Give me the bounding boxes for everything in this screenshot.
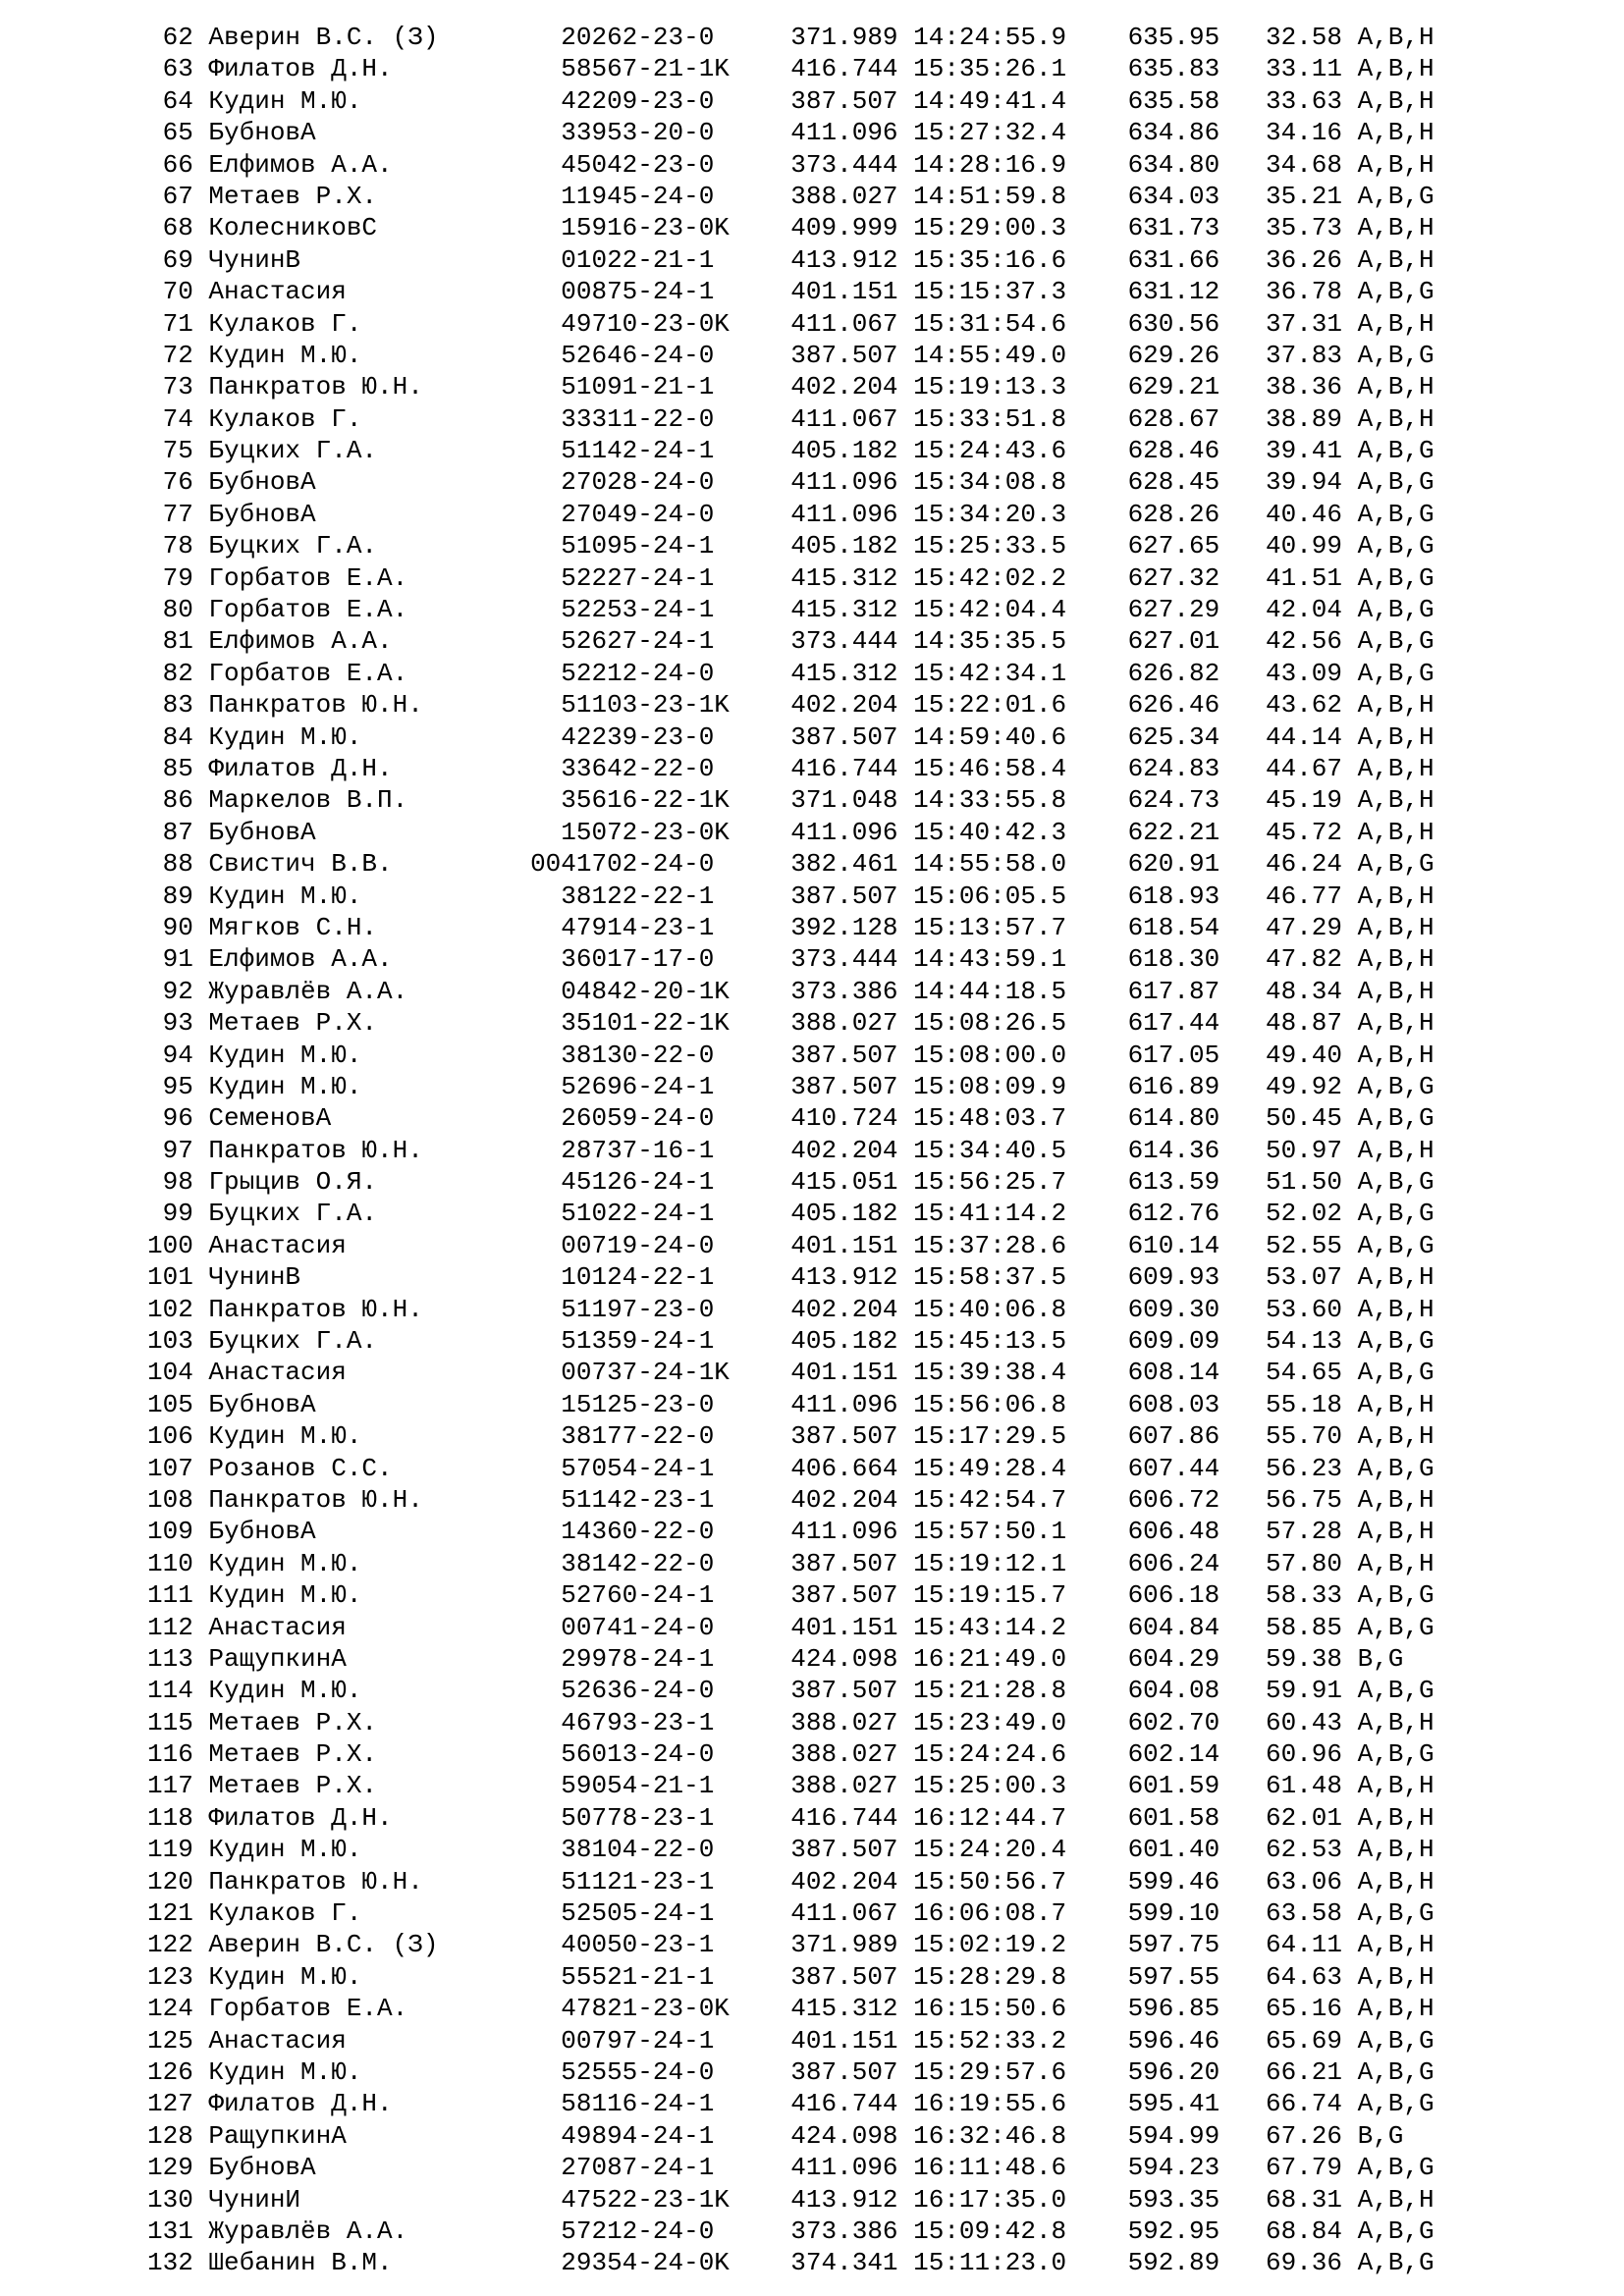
table-row: 103 Буцких Г.А. 51359-24-1 405.182 15:45:13.5 609.09 54.13 А,В,G (147, 1326, 1435, 1357)
table-row: 62 Аверин В.С. (З) 20262-23-0 371.989 14:24:55.9 635.95 32.58 А,В,Н (147, 23, 1435, 52)
table-row: 89 Кудин М.Ю. 38122-22-1 387.507 15:06:05.5 618.93 46.77 А,В,Н (147, 881, 1435, 911)
table-row: 88 Свистич В.В. 0041702-24-0 382.461 14:55:58.0 620.91 46.24 А,В,G (147, 849, 1435, 880)
table-row: 77 БубновА 27049-24-0 411.096 15:34:20.3 628.26 40.46 А,В,G (147, 499, 1435, 529)
table-row: 113 РащупкинА 29978-24-1 424.098 16:21:49.0 604.29 59.38 B,G (147, 1643, 1404, 1674)
table-row: 120 Панкратов Ю.Н. 51121-23-1 402.204 15:50:56.7 599.46 63.06 А,В,Н (147, 1866, 1435, 1896)
table-row: 84 Кудин М.Ю. 42239-23-0 387.507 14:59:40.6 625.34 44.14 А,В,Н (147, 721, 1435, 752)
table-row: 121 Кулаков Г. 52505-24-1 411.067 16:06:08.7 599.10 63.58 А,В,G (147, 1898, 1435, 1929)
table-row: 94 Кудин М.Ю. 38130-22-0 387.507 15:08:00.0 617.05 49.40 А,В,Н (147, 1040, 1435, 1070)
table-row: 101 ЧунинВ 10124-22-1 413.912 15:58:37.5 609.93 53.07 А,В,Н (147, 1262, 1435, 1293)
table-row: 86 Маркелов В.П. 35616-22-1K 371.048 14:33:55.8 624.73 45.19 А,В,Н (147, 785, 1435, 816)
table-row: 92 Журавлёв А.А. 04842-20-1K 373.386 14:44:18.5 617.87 48.34 А,В,Н (147, 976, 1435, 1006)
table-row: 98 Грыцив О.Я. 45126-24-1 415.051 15:56:25.7 613.59 51.50 А,В,G (147, 1167, 1435, 1198)
table-row: 85 Филатов Д.Н. 33642-22-0 416.744 15:46:58.4 624.83 44.67 А,В,Н (147, 753, 1435, 783)
table-row: 127 Филатов Д.Н. 58116-24-1 416.744 16:19:55.6 595.41 66.74 А,В,G (147, 2089, 1435, 2119)
table-row: 100 Анастасия 00719-24-0 401.151 15:37:28.6 610.14 52.55 А,В,G (147, 1230, 1435, 1260)
table-row: 116 Метаев Р.Х. 56013-24-0 388.027 15:24:24.6 602.14 60.96 А,В,G (147, 1739, 1435, 1770)
table-row: 109 БубновА 14360-22-0 411.096 15:57:50.1 606.48 57.28 А,В,Н (147, 1517, 1435, 1547)
table-row: 79 Горбатов Е.А. 52227-24-1 415.312 15:42:02.2 627.32 41.51 А,В,G (147, 562, 1435, 593)
table-row: 125 Анастасия 00797-24-1 401.151 15:52:33.2 596.46 65.69 А,В,G (147, 2025, 1435, 2056)
results-table (147, 22, 1435, 2279)
table-row: 110 Кудин М.Ю. 38142-22-0 387.507 15:19:12.1 606.24 57.80 А,В,Н (147, 1548, 1435, 1578)
table-row: 111 Кудин М.Ю. 52760-24-1 387.507 15:19:15.7 606.18 58.33 А,В,G (147, 1580, 1435, 1611)
table-row: 75 Буцких Г.А. 51142-24-1 405.182 15:24:43.6 628.46 39.41 А,В,G (147, 436, 1435, 466)
table-row: 69 ЧунинВ 01022-21-1 413.912 15:35:16.6 631.66 36.26 А,В,Н (147, 244, 1435, 275)
table-row: 81 Елфимов А.А. 52627-24-1 373.444 14:35:35.5 627.01 42.56 А,В,G (147, 626, 1435, 657)
table-row: 96 СеменовА 26059-24-0 410.724 15:48:03.7 614.80 50.45 А,В,G (147, 1103, 1435, 1134)
table-row: 64 Кудин М.Ю. 42209-23-0 387.507 14:49:41.4 635.58 33.63 А,В,Н (147, 85, 1435, 116)
table-row: 102 Панкратов Ю.Н. 51197-23-0 402.204 15:40:06.8 609.30 53.60 А,В,Н (147, 1294, 1435, 1324)
table-row: 71 Кулаков Г. 49710-23-0K 411.067 15:31:54.6 630.56 37.31 А,В,Н (147, 308, 1435, 339)
table-row: 114 Кудин М.Ю. 52636-24-0 387.507 15:21:28.8 604.08 59.91 А,В,G (147, 1676, 1435, 1706)
table-row: 118 Филатов Д.Н. 50778-23-1 416.744 16:12:44.7 601.58 62.01 А,В,Н (147, 1802, 1435, 1833)
table-row: 104 Анастасия 00737-24-1K 401.151 15:39:38.4 608.14 54.65 А,В,G (147, 1358, 1435, 1388)
table-row: 126 Кудин М.Ю. 52555-24-0 387.507 15:29:57.6 596.20 66.21 А,В,G (147, 2057, 1435, 2087)
table-row: 115 Метаев Р.Х. 46793-23-1 388.027 15:23:49.0 602.70 60.43 А,В,Н (147, 1707, 1435, 1737)
table-row: 97 Панкратов Ю.Н. 28737-16-1 402.204 15:34:40.5 614.36 50.97 А,В,Н (147, 1135, 1435, 1165)
table-row: 90 Мягков С.Н. 47914-23-1 392.128 15:13:57.7 618.54 47.29 А,В,Н (147, 912, 1435, 942)
table-row: 95 Кудин М.Ю. 52696-24-1 387.507 15:08:09.9 616.89 49.92 А,В,G (147, 1071, 1435, 1101)
table-row: 128 РащупкинА 49894-24-1 424.098 16:32:46.8 594.99 67.26 B,G (147, 2120, 1404, 2151)
table-row: 124 Горбатов Е.А. 47821-23-0K 415.312 16:15:50.6 596.85 65.16 А,В,Н (147, 1994, 1435, 2024)
table-row: 82 Горбатов Е.А. 52212-24-0 415.312 15:42:34.1 626.82 43.09 А,В,G (147, 658, 1435, 688)
table-row: 117 Метаев Р.Х. 59054-21-1 388.027 15:25:00.3 601.59 61.48 А,В,Н (147, 1771, 1435, 1801)
table-row: 119 Кудин М.Ю. 38104-22-0 387.507 15:24:20.4 601.40 62.53 А,В,Н (147, 1835, 1435, 1865)
table-row: 68 КолесниковС 15916-23-0K 409.999 15:29:00.3 631.73 35.73 А,В,Н (147, 213, 1435, 243)
table-row: 87 БубновА 15072-23-0K 411.096 15:40:42.3 622.21 45.72 А,В,Н (147, 817, 1435, 847)
table-row: 105 БубновА 15125-23-0 411.096 15:56:06.8 608.03 55.18 А,В,Н (147, 1389, 1435, 1419)
table-row: 107 Розанов С.С. 57054-24-1 406.664 15:49:28.4 607.44 56.23 А,В,G (147, 1453, 1435, 1483)
table-row: 108 Панкратов Ю.Н. 51142-23-1 402.204 15:42:54.7 606.72 56.75 А,В,Н (147, 1484, 1435, 1515)
table-row: 112 Анастасия 00741-24-0 401.151 15:43:14.2 604.84 58.85 А,В,G (147, 1612, 1435, 1642)
table-row: 65 БубновА 33953-20-0 411.096 15:27:32.4 634.86 34.16 А,В,Н (147, 118, 1435, 148)
table-row: 73 Панкратов Ю.Н. 51091-21-1 402.204 15:19:13.3 629.21 38.36 А,В,Н (147, 372, 1435, 402)
table-row: 132 Шебанин В.М. 29354-24-0K 374.341 15:11:23.0 592.89 69.36 А,В,G (147, 2248, 1435, 2278)
table-row: 70 Анастасия 00875-24-1 401.151 15:15:37.3 631.12 36.78 А,В,G (147, 277, 1435, 307)
table-row: 91 Елфимов А.А. 36017-17-0 373.444 14:43:59.1 618.30 47.82 А,В,Н (147, 944, 1435, 975)
table-row: 122 Аверин В.С. (З) 40050-23-1 371.989 15:02:19.2 597.75 64.11 А,В,Н (147, 1930, 1435, 1960)
table-row: 106 Кудин М.Ю. 38177-22-0 387.507 15:17:29.5 607.86 55.70 А,В,Н (147, 1421, 1435, 1452)
table-row: 72 Кудин М.Ю. 52646-24-0 387.507 14:55:49.0 629.26 37.83 А,В,G (147, 340, 1435, 370)
table-row: 63 Филатов Д.Н. 58567-21-1K 416.744 15:35:26.1 635.83 33.11 А,В,Н (147, 54, 1435, 84)
table-row: 93 Метаев Р.Х. 35101-22-1K 388.027 15:08:26.5 617.44 48.87 А,В,Н (147, 1008, 1435, 1039)
table-row: 83 Панкратов Ю.Н. 51103-23-1K 402.204 15:22:01.6 626.46 43.62 А,В,Н (147, 690, 1435, 721)
table-row: 67 Метаев Р.Х. 11945-24-0 388.027 14:51:59.8 634.03 35.21 А,В,G (147, 181, 1435, 211)
table-row: 80 Горбатов Е.А. 52253-24-1 415.312 15:42:04.4 627.29 42.04 А,В,G (147, 595, 1435, 625)
table-row: 129 БубновА 27087-24-1 411.096 16:11:48.6 594.23 67.79 А,В,G (147, 2153, 1435, 2183)
table-row: 123 Кудин М.Ю. 55521-21-1 387.507 15:28:29.8 597.55 64.63 А,В,Н (147, 1961, 1435, 1992)
table-row: 130 ЧунинИ 47522-23-1K 413.912 16:17:35.0 593.35 68.31 А,В,Н (147, 2184, 1435, 2215)
table-row: 76 БубновА 27028-24-0 411.096 15:34:08.8 628.45 39.94 А,В,G (147, 467, 1435, 498)
table-row: 66 Елфимов А.А. 45042-23-0 373.444 14:28:16.9 634.80 34.68 А,В,Н (147, 149, 1435, 180)
table-row: 78 Буцких Г.А. 51095-24-1 405.182 15:25:33.5 627.65 40.99 А,В,G (147, 531, 1435, 561)
table-row: 99 Буцких Г.А. 51022-24-1 405.182 15:41:14.2 612.76 52.02 А,В,G (147, 1199, 1435, 1229)
table-row: 131 Журавлёв А.А. 57212-24-0 373.386 15:09:42.8 592.95 68.84 А,В,G (147, 2216, 1435, 2246)
table-row: 74 Кулаков Г. 33311-22-0 411.067 15:33:51.8 628.67 38.89 А,В,Н (147, 403, 1435, 434)
